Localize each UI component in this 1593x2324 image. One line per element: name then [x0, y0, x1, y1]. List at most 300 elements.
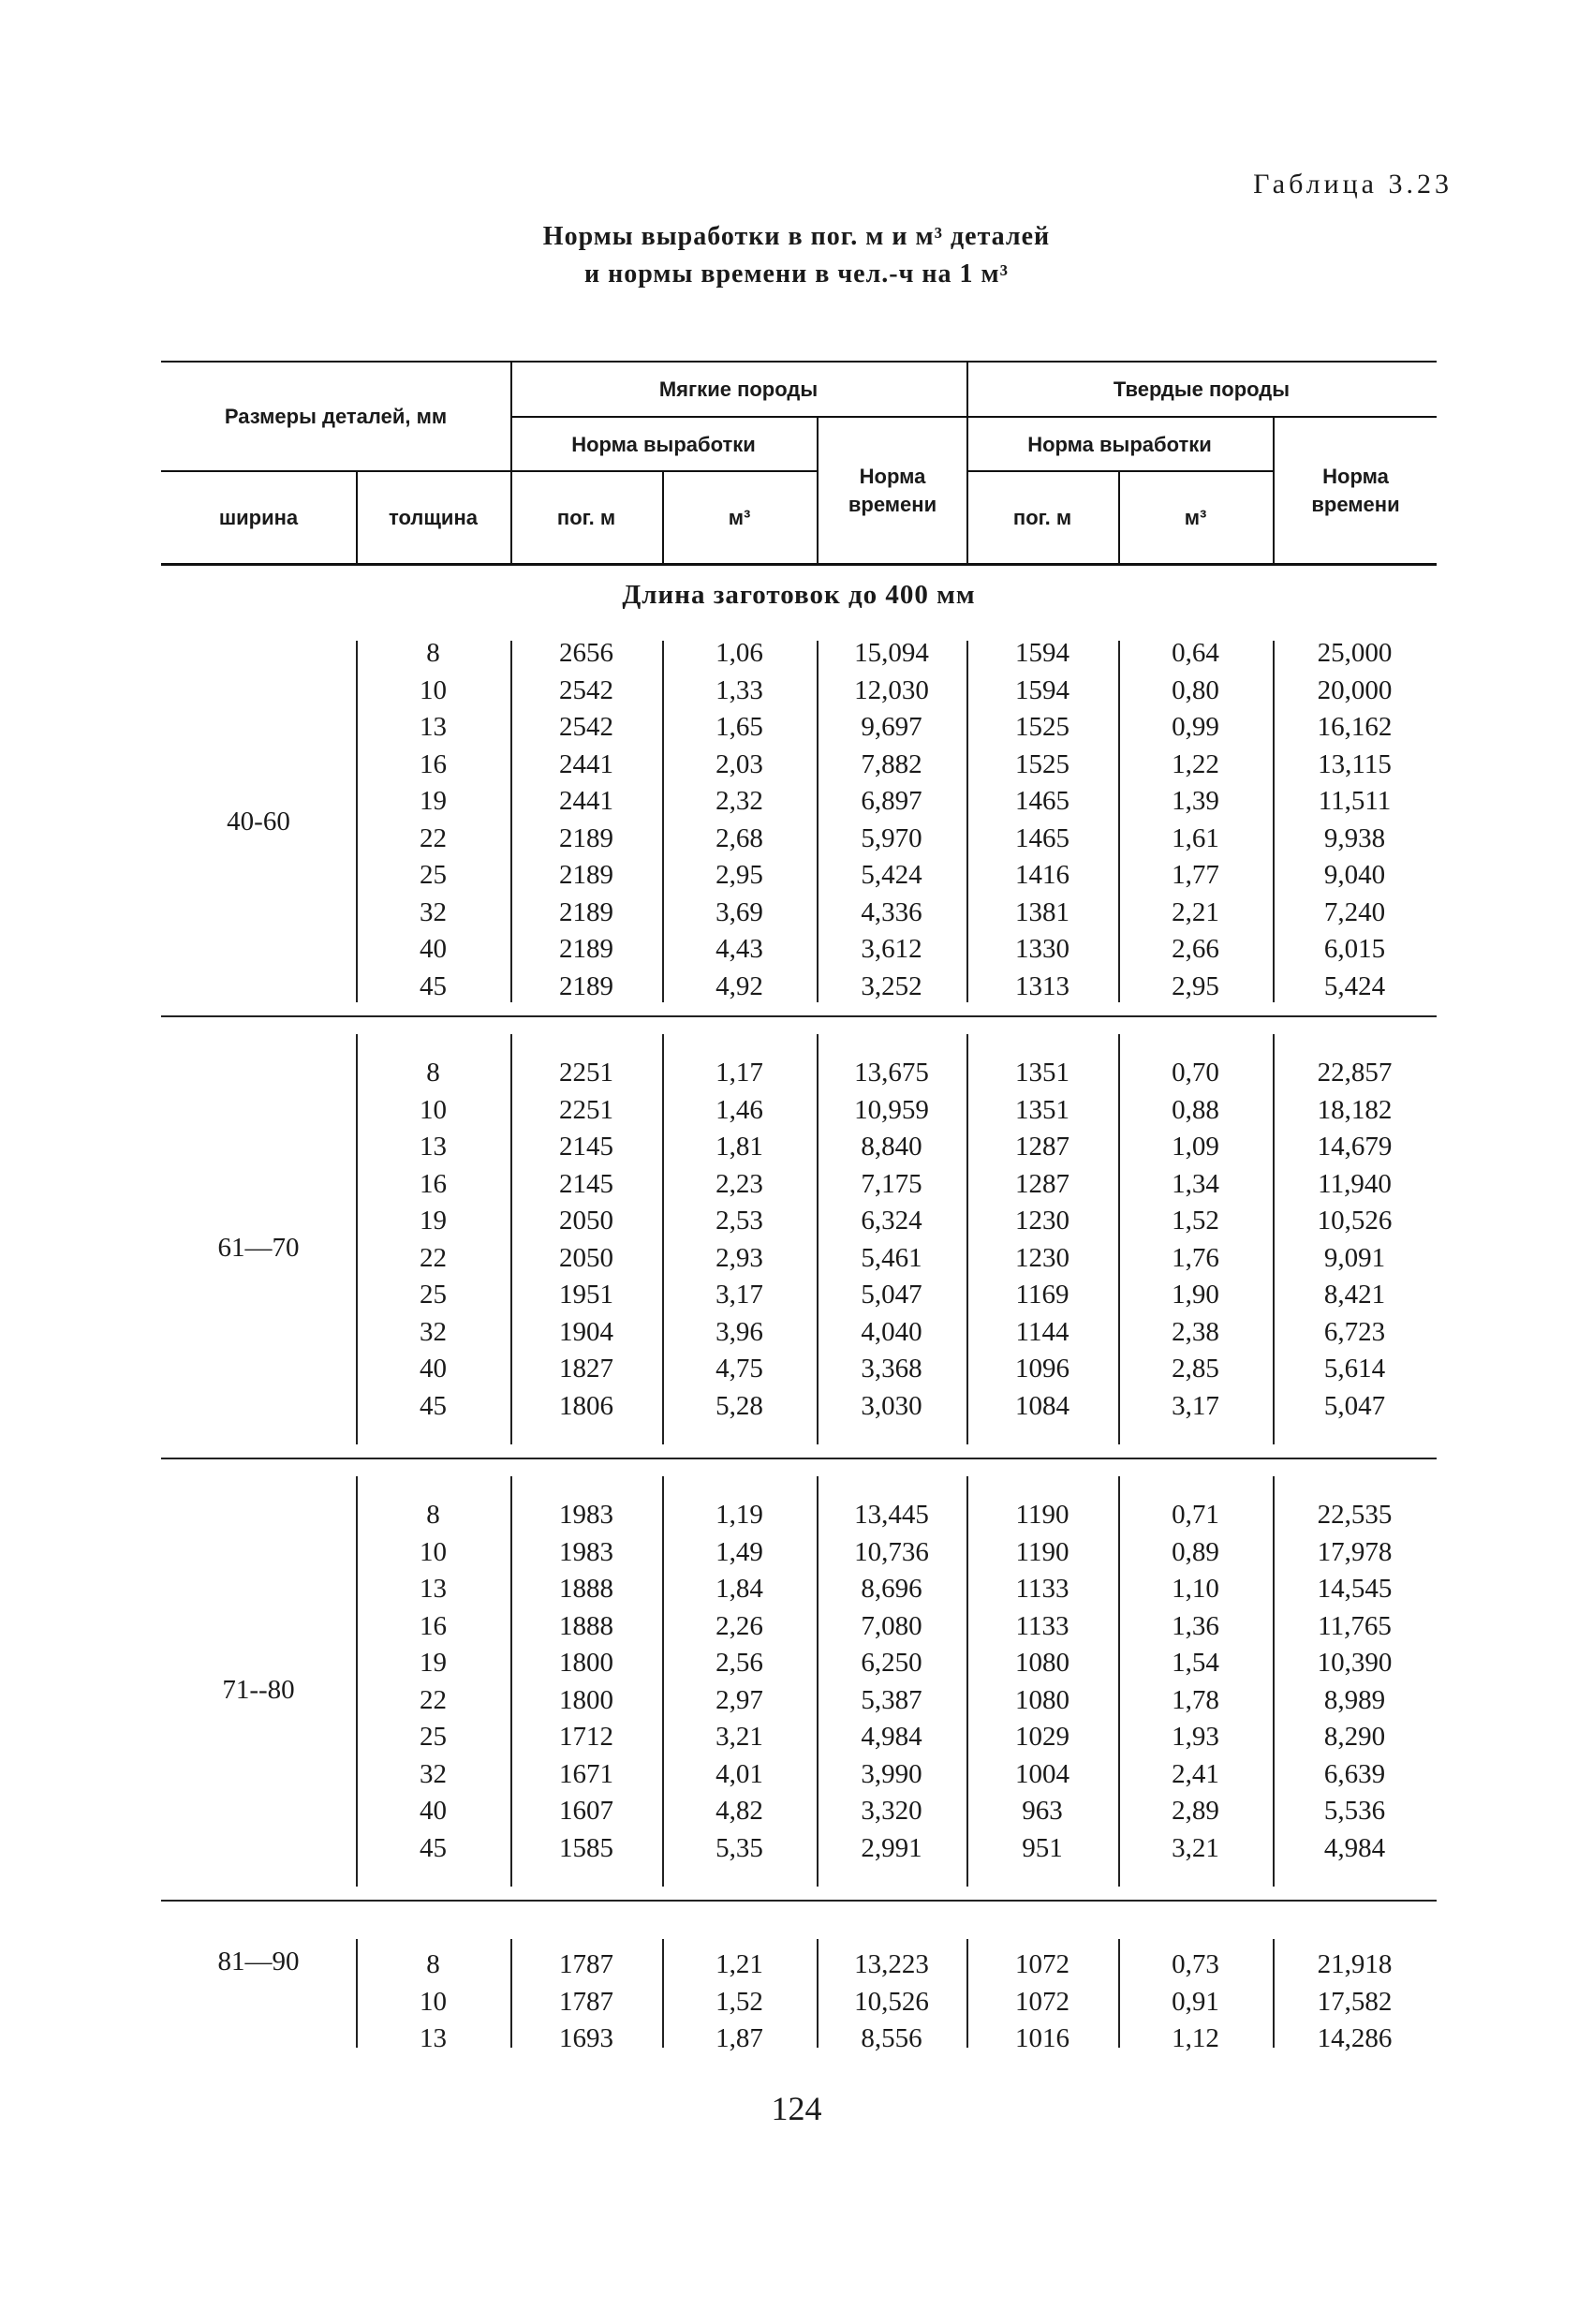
table-row [161, 931, 1437, 969]
table-cell: 0,89 [1172, 1536, 1219, 1567]
table-cell: 0,70 [1172, 1058, 1219, 1088]
table-cell: 1084 [1015, 1390, 1069, 1421]
table-cell: 1671 [559, 1758, 613, 1789]
table-cell: 6,723 [1323, 1316, 1386, 1347]
table-cell: 2,23 [715, 1168, 763, 1199]
table-cell: 2,21 [1172, 896, 1219, 927]
table-cell: 1080 [1015, 1648, 1069, 1679]
table-cell: 10 [420, 1536, 447, 1567]
table-cell: 8 [426, 1058, 440, 1088]
table-cell: 2,95 [1172, 970, 1219, 1001]
width-group [161, 1458, 1437, 1900]
table-cell: 1888 [559, 1610, 613, 1641]
width-group [161, 1015, 1437, 1458]
table-cell: 4,43 [715, 934, 763, 965]
table-cell: 1287 [1015, 1168, 1069, 1199]
table-row [161, 1351, 1437, 1388]
table-cell: 12,030 [854, 674, 929, 705]
table-cell: 2542 [559, 712, 613, 743]
table-cell: 5,28 [715, 1390, 763, 1421]
table-cell: 1,87 [715, 2023, 763, 2054]
table-row [161, 1719, 1437, 1756]
table-header [161, 361, 1437, 566]
table-cell: 1190 [1015, 1500, 1069, 1531]
table-cell: 1230 [1015, 1206, 1069, 1236]
table-cell: 1072 [1015, 1986, 1069, 2017]
table-cell: 3,96 [715, 1316, 763, 1347]
table-cell: 45 [420, 1390, 447, 1421]
table-cell: 1607 [559, 1796, 613, 1827]
table-row [161, 1608, 1437, 1646]
table-cell: 2189 [559, 822, 613, 853]
table-cell: 5,970 [861, 822, 922, 853]
table-cell: 1416 [1015, 860, 1069, 891]
title-line-2: и нормы времени в чел.-ч на 1 м³ [584, 259, 1009, 289]
table-cell: 1,78 [1172, 1684, 1219, 1715]
table-cell: 4,92 [715, 970, 763, 1001]
table-row [161, 1203, 1437, 1240]
table-cell: 1800 [559, 1648, 613, 1679]
table-cell: 1465 [1015, 786, 1069, 817]
table-cell: 1169 [1015, 1280, 1069, 1310]
table-cell: 21,918 [1317, 1949, 1393, 1980]
section-title: Длина заготовок до 400 мм [622, 579, 976, 610]
table-cell: 1133 [1015, 1610, 1069, 1641]
header-soft-woods: Мягкие породы [658, 377, 819, 401]
table-cell: 5,424 [861, 860, 922, 891]
table-row [161, 1984, 1437, 2021]
table-cell: 2189 [559, 934, 613, 965]
table-cell: 14,545 [1317, 1574, 1393, 1605]
table-cell: 10 [420, 1094, 447, 1125]
table-cell: 1983 [559, 1536, 613, 1567]
table-cell: 2441 [559, 786, 613, 817]
header-soft-cubic: м³ [728, 505, 751, 529]
table-row [161, 635, 1437, 673]
table-cell: 2189 [559, 970, 613, 1001]
table-cell: 10,736 [854, 1536, 929, 1567]
header-hard-linear: пог. м [1012, 505, 1072, 529]
table-cell: 2542 [559, 674, 613, 705]
table-cell: 8,840 [861, 1132, 922, 1162]
table-cell: 9,938 [1323, 822, 1386, 853]
table-cell: 10 [420, 1986, 447, 2017]
table-cell: 2,32 [715, 786, 763, 817]
table-cell: 45 [420, 970, 447, 1001]
table-cell: 10,959 [854, 1094, 929, 1125]
table-cell: 1,06 [715, 638, 763, 669]
table-cell: 0,73 [1172, 1949, 1219, 1980]
table-cell: 2251 [559, 1094, 613, 1125]
header-divider [510, 363, 512, 563]
table-row [161, 1166, 1437, 1204]
table-cell: 4,82 [715, 1796, 763, 1827]
table-cell: 3,17 [715, 1280, 763, 1310]
table-cell: 3,21 [1172, 1832, 1219, 1863]
table-cell: 16 [420, 1168, 447, 1199]
table-cell: 1287 [1015, 1132, 1069, 1162]
table-cell: 0,88 [1172, 1094, 1219, 1125]
table-cell: 2,38 [1172, 1316, 1219, 1347]
table-cell: 0,80 [1172, 674, 1219, 705]
table-cell: 22,857 [1317, 1058, 1393, 1088]
table-cell: 0,64 [1172, 638, 1219, 669]
table-cell: 1,61 [1172, 822, 1219, 853]
table-cell: 1787 [559, 1986, 613, 2017]
header-sizes: Размеры деталей, мм [224, 404, 448, 428]
table-cell: 22 [420, 1242, 447, 1273]
table-cell: 8,989 [1323, 1684, 1386, 1715]
table-cell: 1585 [559, 1832, 613, 1863]
table-cell: 1,21 [715, 1949, 763, 1980]
table-cell: 2189 [559, 896, 613, 927]
header-soft-output: Норма выработки [571, 433, 756, 456]
table-cell: 1888 [559, 1574, 613, 1605]
table-cell: 1,19 [715, 1500, 763, 1531]
table-row [161, 1240, 1437, 1278]
table-cell: 1144 [1015, 1316, 1069, 1347]
table-cell: 14,286 [1317, 2023, 1393, 2054]
table-cell: 1800 [559, 1684, 613, 1715]
table-cell: 7,175 [861, 1168, 922, 1199]
table-cell: 1016 [1015, 2023, 1069, 2054]
group-width-label: 40-60 [227, 807, 290, 836]
group-width-label: 81—90 [217, 1947, 300, 1976]
table-cell: 1,49 [715, 1536, 763, 1567]
table-cell: 1693 [559, 2023, 613, 2054]
table-cell: 1,17 [715, 1058, 763, 1088]
table-cell: 8,290 [1323, 1722, 1386, 1753]
table-cell: 4,01 [715, 1758, 763, 1789]
table-cell: 13 [420, 2023, 447, 2054]
table-cell: 13 [420, 1574, 447, 1605]
table-cell: 22 [420, 822, 447, 853]
table-row [161, 821, 1437, 858]
table-cell: 8 [426, 1949, 440, 1980]
table-cell: 8,556 [861, 2023, 922, 2054]
table-row [161, 709, 1437, 747]
table-cell: 40 [420, 1796, 447, 1827]
table-cell: 13,445 [854, 1500, 929, 1531]
header-divider [662, 472, 664, 563]
table-cell: 1,65 [715, 712, 763, 743]
table-cell: 5,536 [1323, 1796, 1386, 1827]
table-cell: 20,000 [1317, 674, 1393, 705]
table-cell: 13 [420, 1132, 447, 1162]
table-cell: 9,091 [1323, 1242, 1386, 1273]
table-cell: 2,85 [1172, 1354, 1219, 1384]
table-row [161, 857, 1437, 895]
table-cell: 2,991 [861, 1832, 922, 1863]
table-cell: 25 [420, 1722, 447, 1753]
table-cell: 2145 [559, 1132, 613, 1162]
table-cell: 3,612 [861, 934, 922, 965]
table-cell: 13,223 [854, 1949, 929, 1980]
table-cell: 5,424 [1323, 970, 1386, 1001]
page-number: 124 [771, 2090, 822, 2127]
table-row [161, 1682, 1437, 1720]
table-cell: 2189 [559, 860, 613, 891]
table-cell: 7,080 [861, 1610, 922, 1641]
table-cell: 2,26 [715, 1610, 763, 1641]
table-cell: 1,54 [1172, 1648, 1219, 1679]
table-cell: 1465 [1015, 822, 1069, 853]
table-cell: 1351 [1015, 1094, 1069, 1125]
table-cell: 11,765 [1318, 1610, 1392, 1641]
table-cell: 19 [420, 1648, 447, 1679]
table-cell: 2050 [559, 1206, 613, 1236]
table-cell: 5,047 [861, 1280, 922, 1310]
table-cell: 963 [1022, 1796, 1063, 1827]
table-cell: 9,697 [861, 712, 922, 743]
table-cell: 1594 [1015, 638, 1069, 669]
table-cell: 1004 [1015, 1758, 1069, 1789]
table-cell: 1,93 [1172, 1722, 1219, 1753]
table-row [161, 969, 1437, 1006]
table-cell: 18,182 [1317, 1094, 1393, 1125]
table-cell: 1080 [1015, 1684, 1069, 1715]
header-hard-output: Норма выработки [1027, 433, 1212, 456]
table-cell: 10,526 [1317, 1206, 1393, 1236]
header-soft-linear: пог. м [556, 505, 616, 529]
table-cell: 25 [420, 860, 447, 891]
table-cell: 1,52 [715, 1986, 763, 2017]
table-cell: 2,89 [1172, 1796, 1219, 1827]
table-cell: 4,984 [861, 1722, 922, 1753]
table-cell: 1,90 [1172, 1280, 1219, 1310]
table-cell: 16,162 [1317, 712, 1393, 743]
table-cell: 4,040 [861, 1316, 922, 1347]
table-cell: 10,390 [1317, 1648, 1393, 1679]
table-row [161, 2021, 1437, 2058]
header-divider [1273, 418, 1275, 563]
header-soft-time: Норма времени [848, 464, 937, 516]
table-cell: 2,41 [1172, 1758, 1219, 1789]
table-cell: 1313 [1015, 970, 1069, 1001]
table-cell: 5,387 [861, 1684, 922, 1715]
table-row [161, 1092, 1437, 1130]
header-rule [510, 416, 1437, 418]
width-group [161, 1900, 1437, 2054]
table-cell: 11,940 [1318, 1168, 1392, 1199]
table-cell: 6,324 [861, 1206, 922, 1236]
table-cell: 32 [420, 1316, 447, 1347]
table-cell: 1,77 [1172, 860, 1219, 891]
table-cell: 16 [420, 748, 447, 779]
table-row [161, 1645, 1437, 1682]
table-cell: 1,52 [1172, 1206, 1219, 1236]
table-cell: 6,639 [1323, 1758, 1386, 1789]
table-cell: 45 [420, 1832, 447, 1863]
table-cell: 1230 [1015, 1242, 1069, 1273]
table-cell: 1,39 [1172, 786, 1219, 817]
header-thickness: толщина [389, 505, 478, 529]
table-row [161, 1055, 1437, 1092]
table-row [161, 1830, 1437, 1868]
table-cell: 25,000 [1317, 638, 1393, 669]
table-cell: 22 [420, 1684, 447, 1715]
table-cell: 3,030 [861, 1390, 922, 1421]
group-width-label: 61—70 [217, 1233, 300, 1263]
table-cell: 1806 [559, 1390, 613, 1421]
table-cell: 8,421 [1323, 1280, 1386, 1310]
table-cell: 1,10 [1172, 1574, 1219, 1605]
table-cell: 5,35 [715, 1832, 763, 1863]
table-cell: 22,535 [1317, 1500, 1393, 1531]
table-cell: 13,115 [1318, 748, 1392, 779]
table-cell: 6,250 [861, 1648, 922, 1679]
table-cell: 8 [426, 1500, 440, 1531]
header-width: ширина [218, 505, 299, 529]
table-cell: 7,240 [1323, 896, 1386, 927]
table-cell: 32 [420, 896, 447, 927]
table-cell: 1,34 [1172, 1168, 1219, 1199]
table-cell: 1525 [1015, 748, 1069, 779]
table-cell: 19 [420, 786, 447, 817]
table-title [0, 218, 1593, 293]
header-hard-time: Норма времени [1311, 464, 1400, 516]
table-cell: 1,12 [1172, 2023, 1219, 2054]
header-divider [356, 472, 358, 563]
table-cell: 2050 [559, 1242, 613, 1273]
table-cell: 2,53 [715, 1206, 763, 1236]
table-cell: 1381 [1015, 896, 1069, 927]
table-row [161, 895, 1437, 932]
table-row [161, 1314, 1437, 1352]
table-cell: 1,33 [715, 674, 763, 705]
table-cell: 17,978 [1317, 1536, 1393, 1567]
table-cell: 1072 [1015, 1949, 1069, 1980]
table-cell: 951 [1022, 1832, 1063, 1863]
table-cell: 10,526 [854, 1986, 929, 2017]
group-width-label: 71--80 [222, 1675, 295, 1705]
table-cell: 1,46 [715, 1094, 763, 1125]
table-cell: 32 [420, 1758, 447, 1789]
table-cell: 11,511 [1318, 786, 1392, 817]
table-number: Габлица 3.23 [1253, 169, 1453, 200]
table-cell: 3,990 [861, 1758, 922, 1789]
table-cell: 1351 [1015, 1058, 1069, 1088]
table-cell: 8 [426, 638, 440, 669]
table-cell: 2,93 [715, 1242, 763, 1273]
table-cell: 1,09 [1172, 1132, 1219, 1162]
table-cell: 1712 [559, 1722, 613, 1753]
table-row [161, 1497, 1437, 1534]
table-cell: 2251 [559, 1058, 613, 1088]
table-cell: 13,675 [854, 1058, 929, 1088]
table-cell: 6,015 [1323, 934, 1386, 965]
table-row [161, 1277, 1437, 1314]
table-cell: 1787 [559, 1949, 613, 1980]
table-cell: 1,84 [715, 1574, 763, 1605]
header-divider [1118, 472, 1120, 563]
table-cell: 4,336 [861, 896, 922, 927]
table-cell: 2,66 [1172, 934, 1219, 965]
table-cell: 1330 [1015, 934, 1069, 965]
table-cell: 5,614 [1323, 1354, 1386, 1384]
table-cell: 1904 [559, 1316, 613, 1347]
table-cell: 40 [420, 1354, 447, 1384]
table-cell: 1,22 [1172, 748, 1219, 779]
table-cell: 3,368 [861, 1354, 922, 1384]
table-cell: 10 [420, 674, 447, 705]
table-cell: 6,897 [861, 786, 922, 817]
table-cell: 17,582 [1317, 1986, 1393, 2017]
table-cell: 40 [420, 934, 447, 965]
table-cell: 1951 [559, 1280, 613, 1310]
table-cell: 7,882 [861, 748, 922, 779]
table-cell: 3,252 [861, 970, 922, 1001]
table-cell: 1827 [559, 1354, 613, 1384]
table-cell: 1190 [1015, 1536, 1069, 1567]
table-cell: 2441 [559, 748, 613, 779]
table-cell: 1,36 [1172, 1610, 1219, 1641]
table-cell: 0,91 [1172, 1986, 1219, 2017]
table-cell: 2145 [559, 1168, 613, 1199]
table-cell: 5,461 [861, 1242, 922, 1273]
header-rule [161, 470, 817, 472]
table-cell: 3,320 [861, 1796, 922, 1827]
table-cell: 1594 [1015, 674, 1069, 705]
table-cell: 4,984 [1323, 1832, 1386, 1863]
table-cell: 1133 [1015, 1574, 1069, 1605]
table-row [161, 1947, 1437, 1984]
table-row [161, 1756, 1437, 1794]
table-cell: 15,094 [854, 638, 929, 669]
table-cell: 25 [420, 1280, 447, 1310]
table-row [161, 747, 1437, 784]
table-row [161, 1129, 1437, 1166]
table-cell: 2,97 [715, 1684, 763, 1715]
table-cell: 2,56 [715, 1648, 763, 1679]
table-cell: 0,99 [1172, 712, 1219, 743]
table-row [161, 783, 1437, 821]
table-cell: 8,696 [861, 1574, 922, 1605]
table-cell: 9,040 [1323, 860, 1386, 891]
table-row [161, 1571, 1437, 1608]
table-cell: 13 [420, 712, 447, 743]
table-cell: 2,95 [715, 860, 763, 891]
table-cell: 16 [420, 1610, 447, 1641]
table-cell: 1983 [559, 1500, 613, 1531]
header-divider [817, 418, 819, 563]
header-divider [966, 363, 968, 563]
table-cell: 1029 [1015, 1722, 1069, 1753]
table-cell: 2,68 [715, 822, 763, 853]
table-cell: 14,679 [1317, 1132, 1393, 1162]
table-cell: 3,17 [1172, 1390, 1219, 1421]
norms-table [161, 361, 1437, 2054]
table-cell: 2656 [559, 638, 613, 669]
header-hard-cubic: м³ [1184, 505, 1207, 529]
header-hard-woods: Твердые породы [1113, 377, 1291, 401]
table-row [161, 1388, 1437, 1426]
table-cell: 2,03 [715, 748, 763, 779]
table-cell: 3,69 [715, 896, 763, 927]
table-cell: 1096 [1015, 1354, 1069, 1384]
table-row [161, 1534, 1437, 1572]
title-line-1: Нормы выработки в пог. м и м³ деталей [542, 222, 1051, 251]
table-cell: 4,75 [715, 1354, 763, 1384]
table-row [161, 1793, 1437, 1830]
table-cell: 1,76 [1172, 1242, 1219, 1273]
table-cell: 1525 [1015, 712, 1069, 743]
table-cell: 5,047 [1323, 1390, 1386, 1421]
table-cell: 3,21 [715, 1722, 763, 1753]
table-row [161, 673, 1437, 710]
table-cell: 1,81 [715, 1132, 763, 1162]
width-group [161, 624, 1437, 1015]
